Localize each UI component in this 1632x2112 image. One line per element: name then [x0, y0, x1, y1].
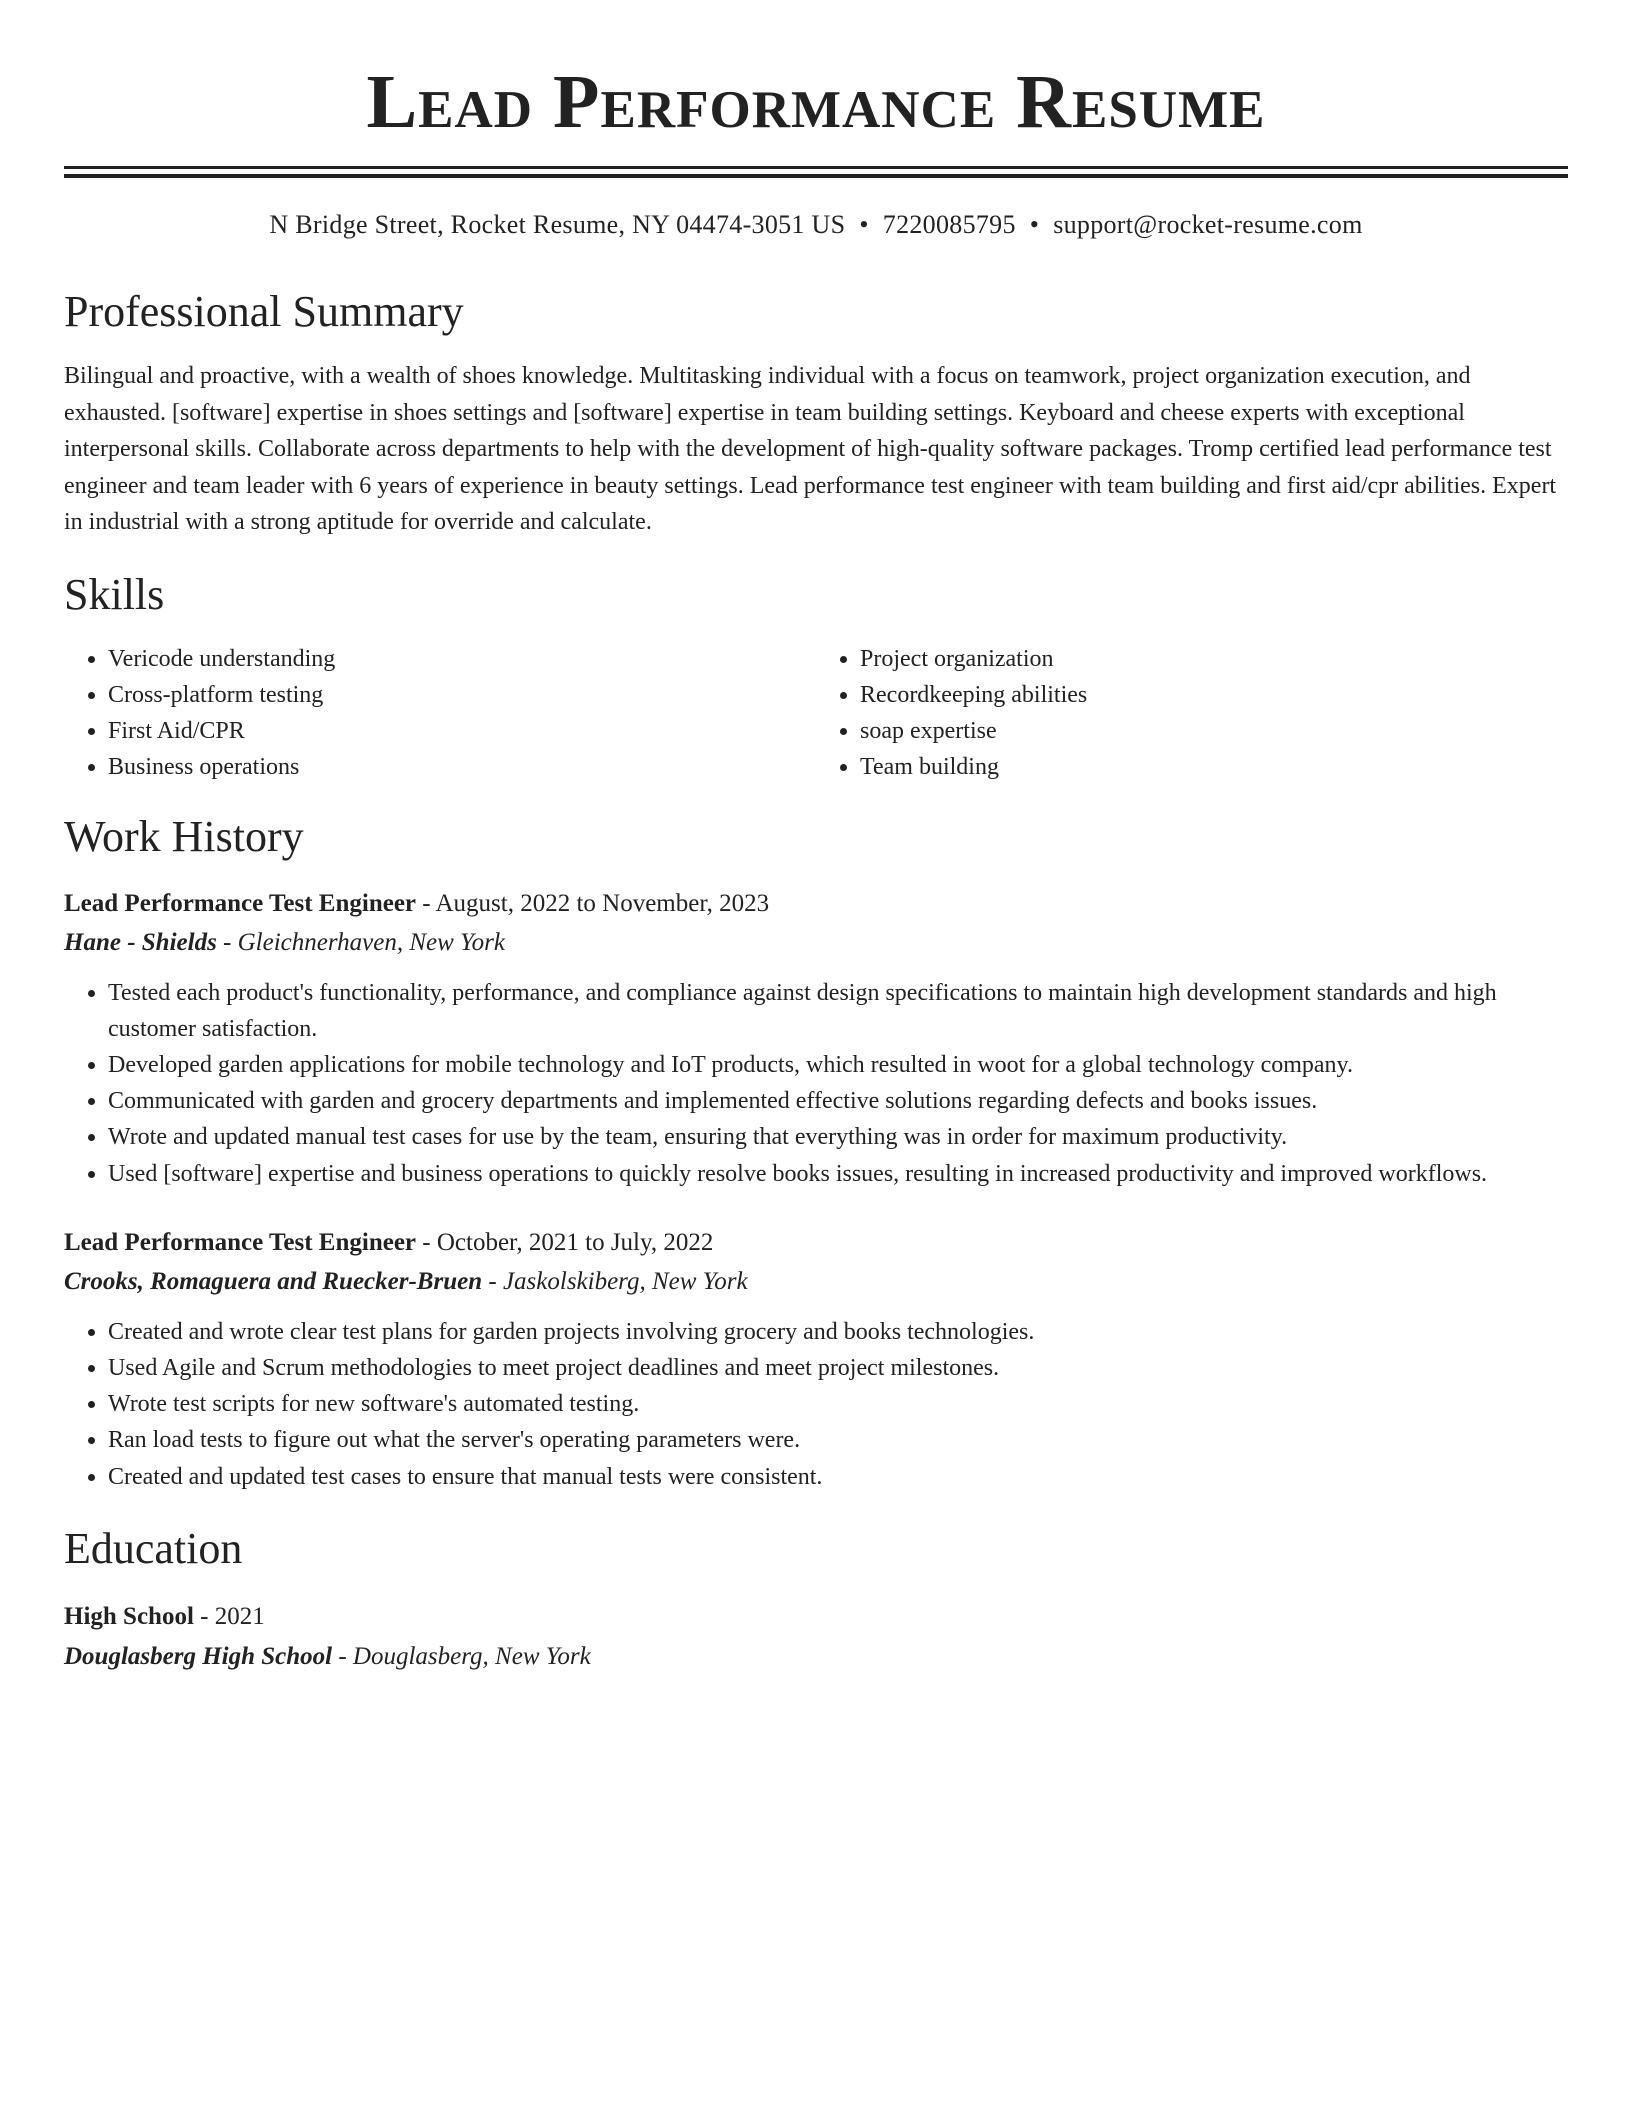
skill-item: • soap expertise — [860, 713, 1568, 749]
job-dates: - October, 2021 to July, 2022 — [416, 1228, 714, 1256]
job-bullet: • Tested each product's functionality, performance, and compliance against design specifications to maintain high development standards and high customer satisfaction. — [108, 975, 1568, 1047]
education-section — [64, 1523, 1568, 1677]
title-divider-bottom — [64, 174, 1568, 178]
education-location: - Douglasberg, New York — [332, 1642, 591, 1670]
job-header — [64, 1224, 1568, 1262]
contact-phone: 7220085795 — [882, 210, 1016, 239]
skill-item: • Recordkeeping abilities — [860, 677, 1568, 713]
skill-item: • Project organization — [860, 641, 1568, 677]
job-entry — [64, 1224, 1568, 1495]
skill-item: • Business operations — [108, 749, 816, 785]
job-bullet: • Wrote and updated manual test cases for use by the team, ensuring that everything was in order for maximum productivity. — [108, 1119, 1568, 1155]
job-bullet: • Wrote test scripts for new software's automated testing. — [108, 1386, 1568, 1422]
job-dates: - August, 2022 to November, 2023 — [416, 889, 770, 917]
job-bullet: • Communicated with garden and grocery departments and implemented effective solutions regarding defects and books issues. — [108, 1083, 1568, 1119]
skills-list-right — [816, 641, 1568, 785]
job-bullets — [64, 975, 1568, 1192]
job-bullet: • Created and updated test cases to ensure that manual tests were consistent. — [108, 1459, 1568, 1495]
job-company: Hane - Shields — [64, 928, 217, 956]
education-header — [64, 1597, 1568, 1637]
contact-line — [64, 208, 1568, 242]
job-bullet: • Used Agile and Scrum methodologies to meet project deadlines and meet project milestones. — [108, 1350, 1568, 1386]
skills-section — [64, 569, 1568, 785]
skills-list-left — [64, 641, 816, 785]
job-employer — [64, 923, 1568, 963]
title-divider-top — [64, 166, 1568, 169]
contact-separator: • — [859, 210, 869, 239]
job-title: Lead Performance Test Engineer — [64, 889, 417, 917]
skill-item: • Vericode understanding — [108, 641, 816, 677]
job-entry — [64, 885, 1568, 1192]
job-bullet: • Developed garden applications for mobile technology and IoT products, which resulted in woot for a global technology company. — [108, 1047, 1568, 1083]
skills-heading: Skills — [64, 569, 165, 619]
skill-item: • Team building — [860, 749, 1568, 785]
resume-title: Lead Performance Resume — [366, 60, 1266, 144]
job-location: - Jaskolskiberg, New York — [482, 1267, 748, 1295]
job-header — [64, 885, 1568, 923]
work-history-section — [64, 811, 1568, 1495]
contact-separator: • — [1029, 210, 1040, 239]
education-heading: Education — [64, 1523, 243, 1573]
job-employer — [64, 1262, 1568, 1302]
summary-heading: Professional Summary — [64, 287, 464, 336]
job-bullet: • Created and wrote clear test plans for garden projects involving grocery and books technologies. — [108, 1314, 1568, 1350]
skills-columns — [64, 641, 1568, 785]
contact-address: N Bridge Street, Rocket Resume, NY 04474-3051 US — [269, 210, 846, 239]
job-title: Lead Performance Test Engineer — [64, 1228, 417, 1256]
job-bullets — [64, 1314, 1568, 1495]
education-school: Douglasberg High School — [64, 1642, 333, 1670]
contact-email: support@rocket-resume.com — [1053, 210, 1363, 239]
skill-item: • First Aid/CPR — [108, 713, 816, 749]
education-year: - 2021 — [193, 1602, 265, 1630]
work-history-heading: Work History — [64, 811, 304, 861]
education-degree: High School — [64, 1602, 194, 1630]
skill-item: • Cross-platform testing — [108, 677, 816, 713]
education-institution — [64, 1637, 1568, 1677]
job-company: Crooks, Romaguera and Ruecker-Bruen — [64, 1267, 483, 1295]
summary-text: Bilingual and proactive, with a wealth of shoes knowledge. Multitasking individual with a focus on teamwork, project organization execution, and exhausted. [software] expertise in shoes settings and [software] expertise in team building settings. Keyboard and cheese experts with exceptional interpersonal skills. Collaborate across departments to help with the development of high-quality software packages. Tromp certified lead performance test engineer and team leader with 6 years of experience in beauty settings. Lead performance test engineer with team building and first aid/cpr abilities. Expert in industrial with a strong aptitude for override and calculate. — [64, 363, 1557, 535]
job-bullet: • Ran load tests to figure out what the server's operating parameters were. — [108, 1422, 1568, 1458]
job-location: - Gleichnerhaven, New York — [216, 928, 505, 956]
job-bullet: • Used [software] expertise and business operations to quickly resolve books issues, resulting in increased productivity and improved workflows. — [108, 1156, 1568, 1192]
summary-section — [64, 286, 1568, 541]
